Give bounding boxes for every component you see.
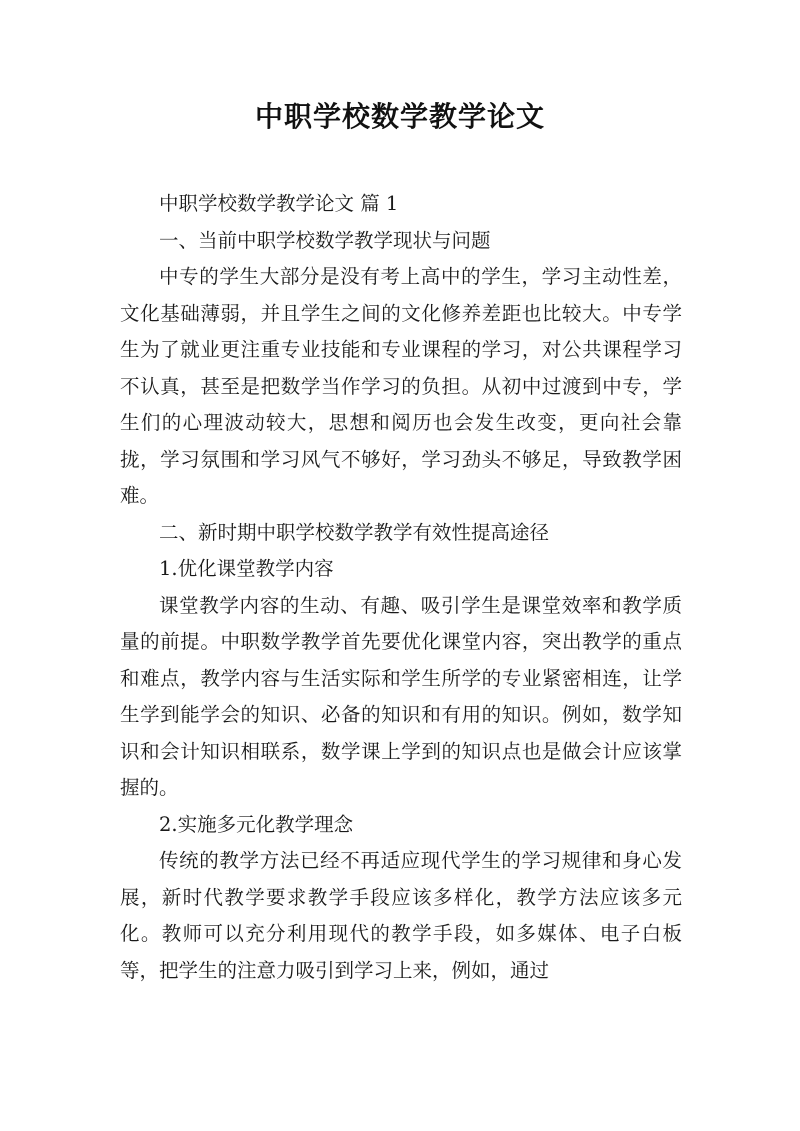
subsection-heading-1: 1.优化课堂教学内容 bbox=[159, 557, 334, 580]
article-subtitle: 中职学校数学教学论文 篇 1 bbox=[159, 192, 399, 215]
paragraph-status-quo: 中专的学生大部分是没有考上高中的学生，学习主动性差，文化基础薄弱，并且学生之间的文化修养差距也比较大。中专学生为了就业更注重专业技能和专业课程的学习，对公共课程学习不认真，甚至是把数学当作学习的负担。从初中过渡到中专，学生们的心理波动较大，思想和阅历也会发生改变，更向社会靠拢，学习氛围和学习风气不够好，学习劲头不够足，导致教学困难。 bbox=[120, 265, 682, 507]
paragraph-diversified-teaching: 传统的教学方法已经不再适应现代学生的学习规律和身心发展，新时代教学要求教学手段应该多样化，教学方法应该多元化。教师可以充分利用现代的教学手段，如多媒体、电子白板等，把学生的注意力吸引到学习上来，例如，通过 bbox=[120, 849, 682, 982]
paragraph-optimize-content: 课堂教学内容的生动、有趣、吸引学生是课堂效率和教学质量的前提。中职数学教学首先要优化课堂内容，突出教学的重点和难点，教学内容与生活实际和学生所学的专业紧密相连，让学生学到能学会的知识、必备的知识和有用的知识。例如，数学知识和会计知识相联系，数学课上学到的知识点也是做会计应该掌握的。 bbox=[120, 593, 682, 799]
document-body bbox=[120, 186, 682, 989]
section-heading-2: 二、新时期中职学校数学教学有效性提高途径 bbox=[159, 520, 550, 544]
document-title: 中职学校数学教学论文 bbox=[254, 100, 545, 133]
subsection-heading-2: 2.实施多元化教学理念 bbox=[159, 812, 354, 836]
section-heading-1: 一、当前中职学校数学教学现状与问题 bbox=[159, 228, 491, 252]
